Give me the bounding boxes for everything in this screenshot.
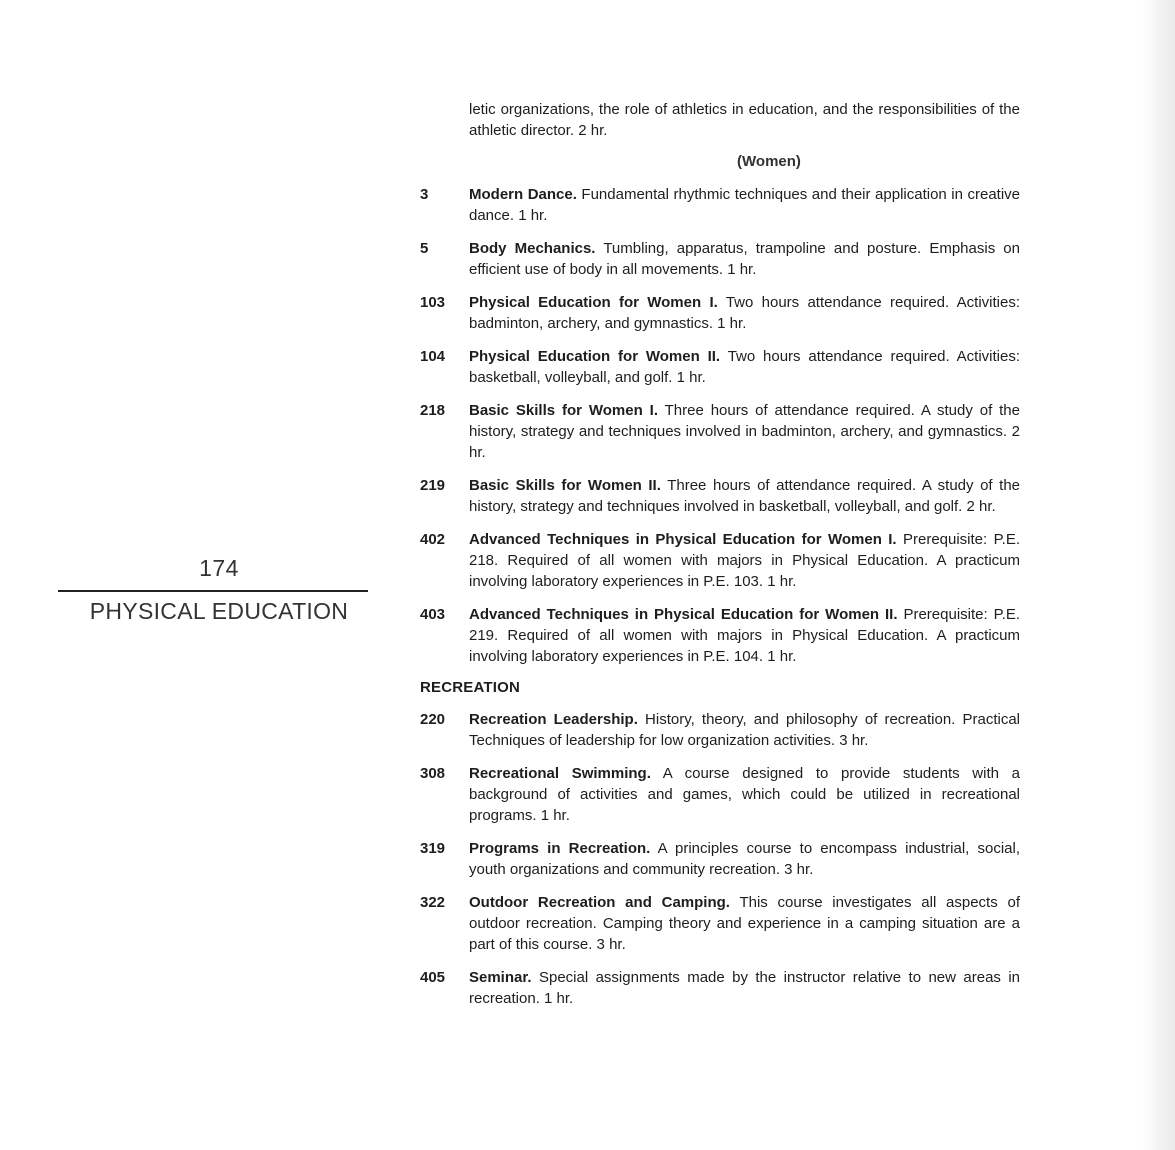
course-body xyxy=(469,292,1020,334)
course-body xyxy=(469,346,1020,388)
course-number: 5 xyxy=(420,240,429,257)
course-description: Two hours attendance required. Activities: badminton, archery, and gymnastics. 1 hr. xyxy=(469,294,1021,332)
women-subheading: (Women) xyxy=(737,153,801,170)
recreation-course-list xyxy=(420,709,1020,1009)
page-edge-shadow xyxy=(1141,0,1175,1150)
course-body xyxy=(469,475,1020,517)
course-description: Three hours of attendance required. A study of the history, strategy and techniques involved in badminton, archery, and gymnastics. 2 hr. xyxy=(469,402,1020,461)
course-body xyxy=(469,892,1020,955)
course-body xyxy=(469,184,1020,226)
course-title: Body Mechanics. xyxy=(469,240,596,257)
course-number: 405 xyxy=(420,969,446,986)
course-entry xyxy=(420,892,1020,955)
course-title: Outdoor Recreation and Camping. xyxy=(469,894,730,911)
course-number: 308 xyxy=(420,765,446,782)
course-title: Recreation Leadership. xyxy=(469,711,638,728)
section-title: PHYSICAL EDUCATION xyxy=(89,598,349,624)
course-entry xyxy=(420,400,1020,463)
course-body xyxy=(469,763,1020,826)
course-title: Physical Education for Women II. xyxy=(469,348,721,365)
course-title: Advanced Techniques in Physical Education for Women I. xyxy=(469,531,897,548)
course-description: Special assignments made by the instructor relative to new areas in recreation. 1 hr. xyxy=(469,969,1020,1007)
course-number: 403 xyxy=(420,606,446,623)
course-entry xyxy=(420,346,1020,388)
course-description: Tumbling, apparatus, trampoline and posture. Emphasis on efficient use of body in all movements. 1 hr. xyxy=(469,240,1020,278)
course-number: 103 xyxy=(420,294,446,311)
course-number: 402 xyxy=(420,531,446,548)
course-listing-column xyxy=(420,99,1020,1021)
course-description: Three hours of attendance required. A study of the history, strategy and techniques involved in basketball, volleyball, and golf. 2 hr. xyxy=(469,477,1021,515)
course-number: 104 xyxy=(420,348,446,365)
course-entry xyxy=(420,475,1020,517)
course-entry xyxy=(420,604,1020,667)
continued-description: letic organizations, the role of athletics in education, and the responsibilities of the athletic director. 2 hr. xyxy=(469,101,1020,139)
course-number: 220 xyxy=(420,711,446,728)
course-description: A principles course to encompass industrial, social, youth organizations and community recreation. 3 hr. xyxy=(469,840,1021,878)
course-entry xyxy=(420,967,1020,1009)
course-title: Seminar. xyxy=(469,969,532,986)
course-number: 3 xyxy=(420,186,429,203)
course-title: Modern Dance. xyxy=(469,186,577,203)
course-entry xyxy=(420,292,1020,334)
course-description: Two hours attendance required. Activities: basketball, volleyball, and golf. 1 hr. xyxy=(469,348,1021,386)
course-body xyxy=(469,967,1020,1009)
course-title: Basic Skills for Women II. xyxy=(469,477,661,494)
course-entry xyxy=(420,238,1020,280)
course-number: 219 xyxy=(420,477,446,494)
course-entry xyxy=(420,184,1020,226)
course-title: Physical Education for Women I. xyxy=(469,294,718,311)
course-title: Recreational Swimming. xyxy=(469,765,651,782)
course-entry xyxy=(420,529,1020,592)
course-description: A course designed to provide students with a background of activities and games, which could be utilized in recreational programs. 1 hr. xyxy=(469,765,1020,824)
course-description: Fundamental rhythmic techniques and their application in creative dance. 1 hr. xyxy=(469,186,1021,224)
course-description: History, theory, and philosophy of recreation. Practical Techniques of leadership for low organization activities. 3 hr. xyxy=(469,711,1021,749)
course-body xyxy=(469,238,1020,280)
recreation-heading: RECREATION xyxy=(420,679,521,696)
course-body xyxy=(469,838,1020,880)
course-body xyxy=(469,709,1020,751)
course-description: Prerequisite: P.E. 218. Required of all women with majors in Physical Education. A practicum involving laboratory experiences in P.E. 103. 1 hr. xyxy=(469,531,1020,590)
course-title: Programs in Recreation. xyxy=(469,840,651,857)
course-description: This course investigates all aspects of outdoor recreation. Camping theory and experience in a camping situation are a part of this course. 3 hr. xyxy=(469,894,1020,953)
course-entry xyxy=(420,838,1020,880)
course-title: Advanced Techniques in Physical Education for Women II. xyxy=(469,606,898,623)
course-body xyxy=(469,400,1020,463)
course-number: 319 xyxy=(420,840,446,857)
course-body xyxy=(469,604,1020,667)
course-entry xyxy=(420,763,1020,826)
course-description: Prerequisite: P.E. 219. Required of all women with majors in Physical Education. A practicum involving laboratory experiences in P.E. 104. 1 hr. xyxy=(469,606,1020,665)
margin-rule xyxy=(58,590,368,592)
course-entry xyxy=(420,709,1020,751)
page-number: 174 xyxy=(199,555,239,581)
course-number: 322 xyxy=(420,894,446,911)
course-number: 218 xyxy=(420,402,446,419)
course-body xyxy=(469,529,1020,592)
course-title: Basic Skills for Women I. xyxy=(469,402,659,419)
women-course-list xyxy=(420,184,1020,667)
